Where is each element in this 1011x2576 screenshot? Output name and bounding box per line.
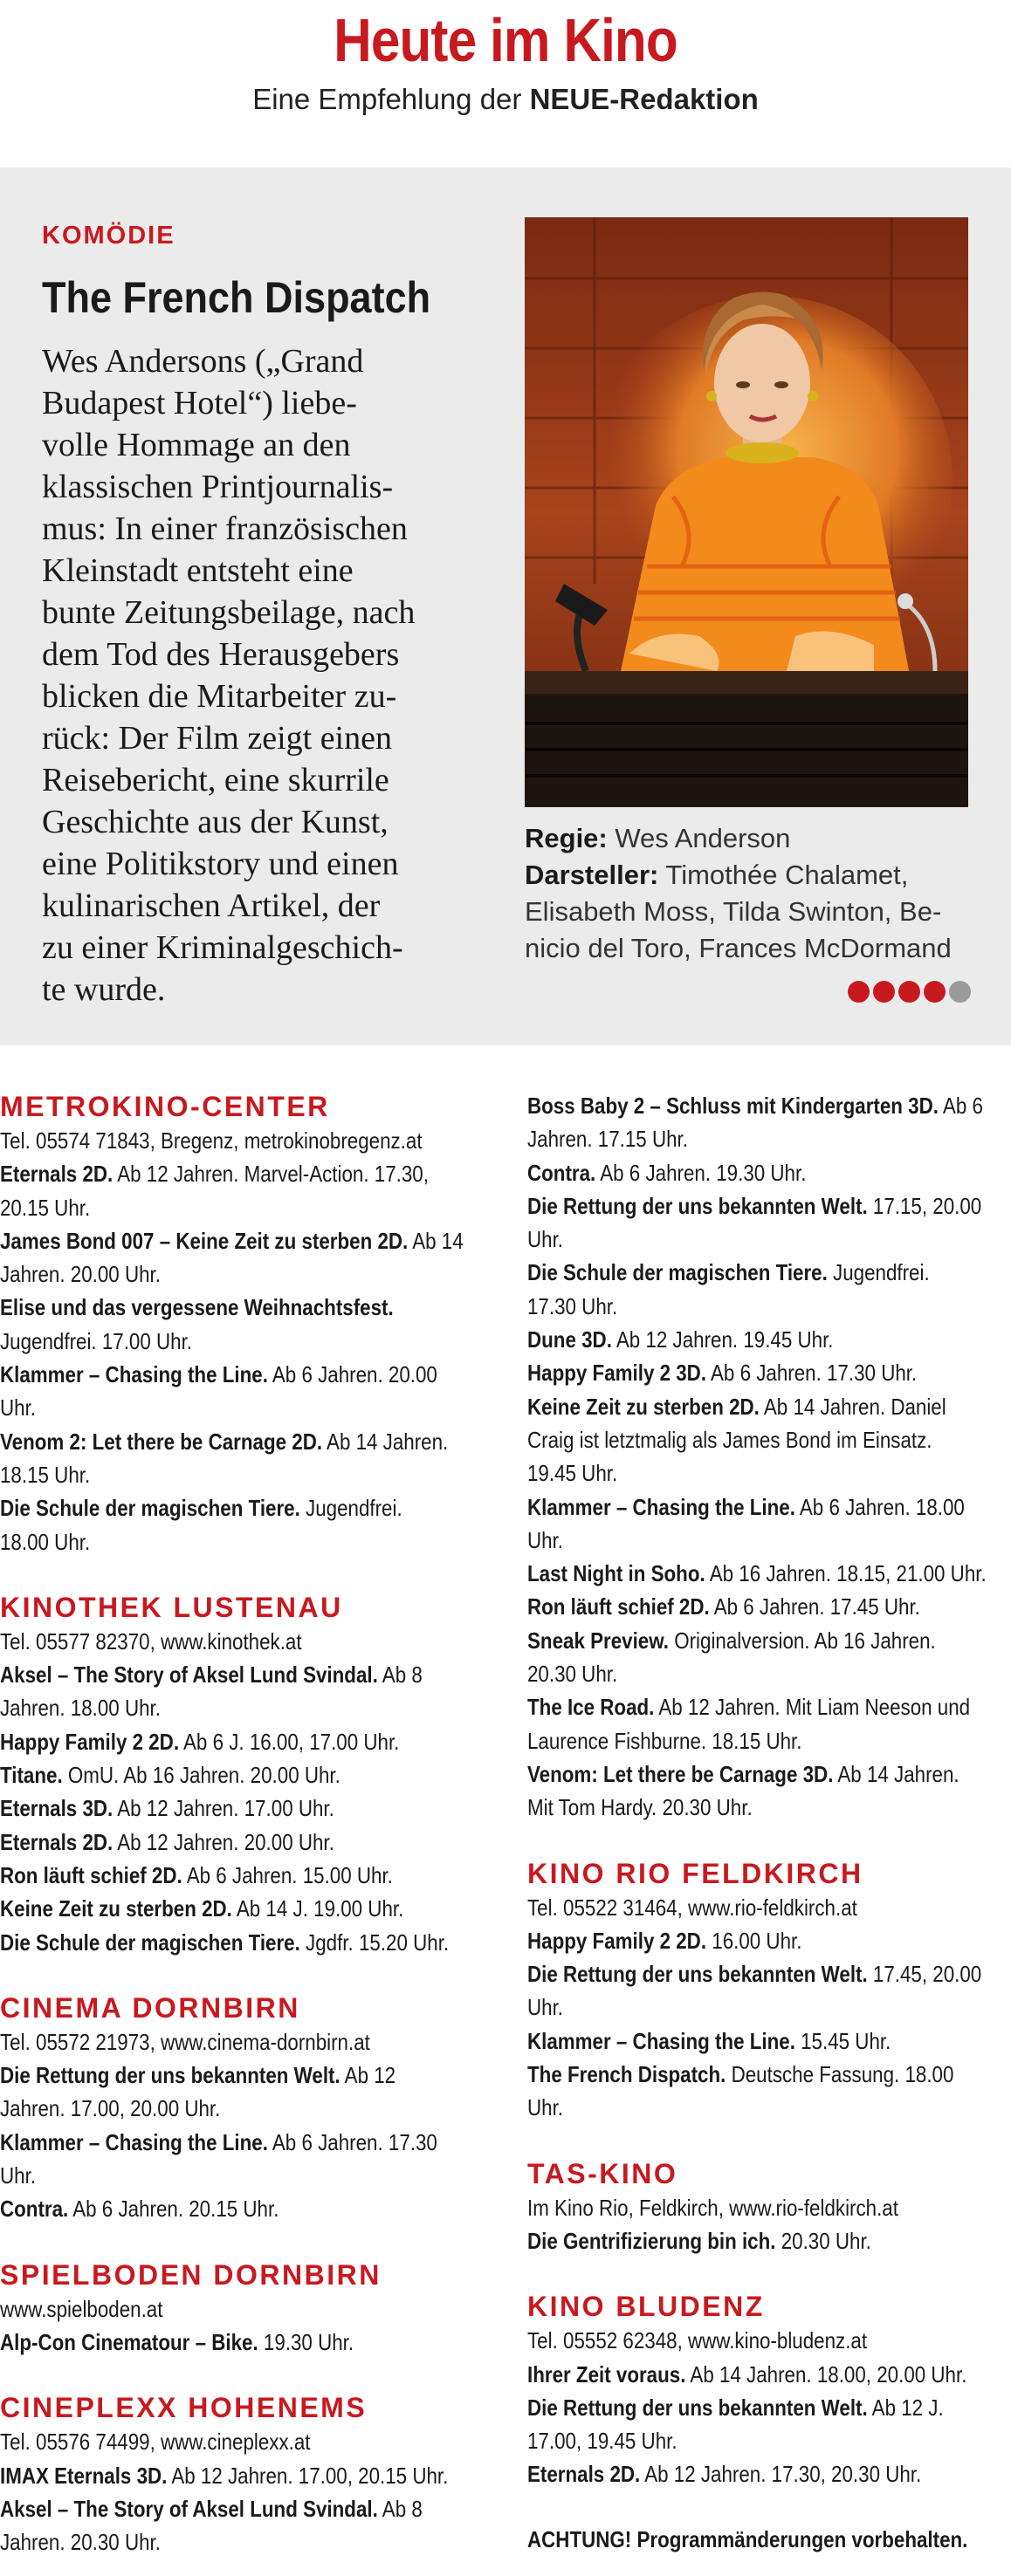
- listing-detail: Jahren. 18.00 Uhr.: [0, 1695, 161, 1722]
- review-line: bunte Zeitungsbeilage, nach: [42, 594, 416, 631]
- cast-line: [525, 857, 979, 894]
- film-title: Contra.: [527, 1159, 596, 1186]
- listing-line: [527, 1757, 1010, 1791]
- listing-line: [527, 1356, 1010, 1389]
- listing-line: [527, 2224, 1010, 2257]
- film-title: Eternals 3D.: [0, 1795, 113, 1822]
- review-line: Kleinstadt entsteht eine: [42, 552, 354, 589]
- listing-line: [527, 1724, 1010, 1757]
- review-line: kulinarischen Artikel, der: [42, 887, 381, 924]
- film-title: The French Dispatch.: [527, 2061, 726, 2088]
- listing-detail: Ab 14 Jahren.: [322, 1428, 449, 1455]
- film-title: James Bond 007 – Keine Zeit zu sterben 2D.: [0, 1227, 409, 1254]
- listing-detail: Jugendfrei.: [827, 1259, 930, 1286]
- film-title: Sneak Preview.: [527, 1627, 670, 1654]
- listing-detail: Ab 8: [377, 2495, 423, 2522]
- director-label: Regie:: [525, 823, 608, 853]
- review-line: dem Tod des Herausgebers: [42, 636, 400, 673]
- listing-detail: Uhr.: [527, 1994, 564, 2021]
- rating-dot-empty: [949, 981, 971, 1003]
- feature-panel: [0, 168, 1011, 1045]
- listing-line: [0, 1157, 493, 1190]
- review-line: klassischen Printjournalis-: [42, 469, 394, 505]
- listing-detail: Ab 12 Jahren. 17.00, 20.15 Uhr.: [167, 2462, 449, 2489]
- section-spacer: [527, 2257, 1011, 2289]
- listing-detail: Jgdfr. 15.20 Uhr.: [299, 1929, 450, 1956]
- director-line: [525, 820, 979, 857]
- review-line: te wurde.: [42, 971, 166, 1008]
- feature-genre: KOMÖDIE: [42, 222, 175, 250]
- listing-detail: Ab 12 Jahren. 17.30, 20.30 Uhr.: [640, 2461, 922, 2488]
- listing-line: [0, 2292, 493, 2326]
- listing-line: [527, 1223, 1010, 1256]
- listing-line: [0, 1325, 493, 1358]
- listing-detail: 17.15, 20.00: [867, 1192, 982, 1219]
- listing-detail: Ab 12 Jahren. Mit Liam Neeson und: [654, 1694, 971, 1721]
- listing-line: [0, 1491, 493, 1524]
- cinema-name: METROKINO-CENTER: [0, 1091, 330, 1122]
- listing-line: [0, 1257, 493, 1291]
- film-title: Venom: Let there be Carnage 3D.: [527, 1760, 834, 1787]
- listing-line: [0, 2059, 493, 2092]
- cast-line: nicio del Toro, Frances McDormand: [525, 933, 952, 963]
- listing-line: [0, 1792, 493, 1825]
- listing-line: [527, 1990, 1010, 2024]
- listing-line: [527, 2391, 1010, 2424]
- listing-line: [0, 1691, 493, 1724]
- listing-detail: Uhr.: [0, 1394, 37, 1422]
- listing-line: [0, 2025, 493, 2059]
- film-title: Keine Zeit zu sterben 2D.: [527, 1393, 760, 1420]
- review-line: Budapest Hotel“) liebe-: [42, 385, 357, 421]
- listing-line: [527, 2523, 1010, 2556]
- listing-detail: Ab 8: [377, 1661, 423, 1689]
- listing-line: [0, 2492, 493, 2525]
- listing-line: [527, 1490, 1010, 1524]
- listing-detail: Tel. 05577 82370, www.kinothek.at: [0, 1627, 302, 1655]
- listing-detail: Tel. 05576 74499, www.cineplexx.at: [0, 2429, 311, 2456]
- listing-detail: 20.30 Uhr.: [527, 1661, 618, 1688]
- film-title: Die Gentrifizierung bin ich.: [527, 2227, 776, 2254]
- listing-line: [527, 1390, 1010, 1423]
- listing-line: [527, 1423, 1010, 1456]
- listing-detail: Ab 6 Jahren. 20.15 Uhr.: [68, 2196, 279, 2223]
- listing-line: [527, 1156, 1010, 1189]
- section-spacer: [527, 2125, 1011, 2156]
- listing-detail: Im Kino Rio, Feldkirch, www.rio-feldkirch.at: [527, 2194, 898, 2221]
- listing-detail: Tel. 05552 62348, www.kino-bludenz.at: [527, 2327, 868, 2354]
- listing-detail: 18.00 Uhr.: [0, 1528, 91, 1555]
- listing-detail: OmU. Ab 16 Jahren. 20.00 Uhr.: [62, 1762, 340, 1789]
- film-title: Ron läuft schief 2D.: [527, 1593, 710, 1620]
- review-line: volle Hommage an den: [42, 427, 351, 463]
- rating-dot-filled: [924, 981, 946, 1003]
- listing-detail: Jahren. 20.30 Uhr.: [0, 2529, 161, 2556]
- feature-review-text: [42, 340, 496, 1011]
- listing-line: [527, 2191, 1010, 2224]
- listing-line: [527, 1323, 1010, 1356]
- listing-detail: Ab 6 Jahren. 17.30 Uhr.: [706, 1360, 918, 1387]
- film-title: Happy Family 2 2D.: [0, 1728, 180, 1755]
- cinema-name: KINO RIO FELDKIRCH: [527, 1857, 863, 1889]
- listing-line: [0, 1725, 493, 1758]
- listing-line: [527, 1791, 1010, 1824]
- film-title: Venom 2: Let there be Carnage 2D.: [0, 1428, 323, 1455]
- masthead: [0, 0, 1011, 168]
- listing-detail: 17.00, 19.45 Uhr.: [527, 2428, 677, 2455]
- listing-detail: Jahren. 17.00, 20.00 Uhr.: [0, 2095, 221, 2122]
- listing-detail: Uhr.: [0, 2162, 37, 2189]
- cinema-name: KINO BLUDENZ: [527, 2291, 765, 2323]
- listing-line: [0, 1826, 493, 1859]
- director-name: Wes Anderson: [607, 823, 791, 853]
- feature-title: The French Dispatch: [42, 273, 431, 322]
- listing-detail: Mit Tom Hardy. 20.30 Uhr.: [527, 1794, 753, 1821]
- listing-line: [527, 2424, 1010, 2457]
- listing-detail: Ab 6 Jahren. 19.30 Uhr.: [595, 1159, 807, 1186]
- listing-detail: 16.00 Uhr.: [706, 1927, 802, 1954]
- listing-detail: Ab 6 Jahren. 15.00 Uhr.: [182, 1861, 393, 1888]
- listings-column-left: [0, 1089, 494, 2559]
- film-title: Die Schule der magischen Tiere.: [527, 1259, 828, 1286]
- listing-line: [0, 2192, 493, 2225]
- listing-line: [0, 1458, 493, 1491]
- listing-line: [0, 1892, 493, 1925]
- section-spacer: [0, 2359, 494, 2390]
- film-title: Happy Family 2 2D.: [527, 1927, 707, 1954]
- listing-detail: Ab 14: [408, 1227, 464, 1254]
- listing-detail: Ab 14 J. 19.00 Uhr.: [231, 1895, 404, 1922]
- film-title: Die Rettung der uns bekannten Welt.: [527, 2394, 868, 2421]
- cast-names: Timothée Chalamet,: [658, 860, 909, 890]
- cinema-name: SPIELBODEN DORNBIRN: [0, 2258, 382, 2291]
- listing-detail: Uhr.: [527, 1526, 564, 1553]
- listing-detail: Craig ist letztmalig als James Bond im Einsatz.: [527, 1426, 932, 1453]
- listing-line: [0, 2159, 493, 2192]
- film-title: IMAX Eternals 3D.: [0, 2462, 168, 2489]
- listing-line: [0, 1625, 493, 1658]
- listing-line: [0, 2525, 493, 2559]
- film-title: Eternals 2D.: [0, 1828, 113, 1855]
- listing-line: [527, 1690, 1010, 1723]
- listing-detail: Uhr.: [527, 1226, 564, 1253]
- section-spacer: [0, 1559, 494, 1590]
- listing-line: [0, 2092, 493, 2125]
- film-title: Contra.: [0, 2196, 69, 2223]
- listings-column-right: [527, 1089, 1011, 2556]
- listing-detail: 17.45, 20.00: [867, 1961, 982, 1988]
- film-title: Ihrer Zeit voraus.: [527, 2360, 686, 2388]
- listing-detail: Ab 12 Jahren. Marvel-Action. 17.30,: [113, 1161, 429, 1188]
- listing-line: [527, 1290, 1010, 1323]
- listing-detail: 15.45 Uhr.: [794, 2027, 891, 2054]
- listing-detail: Jugendfrei. 17.00 Uhr.: [0, 1327, 193, 1354]
- cinema-name: CINEPLEXX HOHENEMS: [0, 2392, 368, 2424]
- review-line: Geschichte aus der Kunst,: [42, 804, 389, 840]
- cinema-name: TAS-KINO: [527, 2157, 678, 2189]
- listing-line: [0, 1525, 493, 1559]
- review-line: blicken die Mitarbeiter zu-: [42, 678, 397, 715]
- listing-detail: 17.30 Uhr.: [527, 1292, 618, 1319]
- listing-detail: Uhr.: [527, 2094, 564, 2121]
- film-title: Eternals 2D.: [527, 2461, 641, 2488]
- film-title: Keine Zeit zu sterben 2D.: [0, 1895, 232, 1922]
- listing-line: [0, 1758, 493, 1792]
- review-line: mus: In einer französischen: [42, 510, 408, 547]
- listing-detail: Ab 12 Jahren. 17.00 Uhr.: [113, 1795, 334, 1822]
- listing-line: [0, 1191, 493, 1224]
- rating-dot-filled: [873, 981, 895, 1003]
- listing-detail: 19.30 Uhr.: [258, 2328, 354, 2355]
- listing-detail: Tel. 05522 31464, www.rio-feldkirch.at: [527, 1894, 857, 1921]
- listing-detail: 20.30 Uhr.: [775, 2227, 871, 2254]
- listing-line: [0, 1291, 493, 1324]
- film-title: ACHTUNG! Programmänderungen vorbehalten.: [527, 2525, 968, 2552]
- listing-detail: Ab 6 Jahren. 17.30: [267, 2128, 437, 2155]
- listing-detail: 20.15 Uhr.: [0, 1194, 91, 1221]
- listing-line: [527, 2058, 1010, 2091]
- listing-line: [0, 1926, 493, 1959]
- rating-dots: [848, 981, 971, 1003]
- listing-line: [527, 1256, 1010, 1289]
- section-spacer: [0, 1959, 494, 1990]
- page-subtitle: [0, 82, 1011, 117]
- listing-line: [0, 1425, 493, 1458]
- listing-line: [527, 1624, 1010, 1657]
- cinema-name: KINOTHEK LUSTENAU: [0, 1591, 343, 1623]
- listing-line: [527, 1590, 1010, 1623]
- listing-line: [527, 1089, 1010, 1122]
- listing-line: [0, 1224, 493, 1257]
- film-title: Die Rettung der uns bekannten Welt.: [0, 2062, 340, 2089]
- film-title: Die Schule der magischen Tiere.: [0, 1929, 300, 1956]
- listing-detail: Tel. 05574 71843, Bregenz, metrokinobregenz.at: [0, 1127, 423, 1154]
- film-title: Alp-Con Cinematour – Bike.: [0, 2328, 258, 2355]
- listing-line: [0, 2326, 493, 2359]
- listing-detail: Ab 14 Jahren.: [833, 1760, 959, 1787]
- listing-detail: Ab 14 Jahren. Daniel: [759, 1393, 946, 1420]
- film-title: Aksel – The Story of Aksel Lund Svindal.: [0, 1661, 378, 1689]
- listing-line: [527, 1189, 1010, 1223]
- film-title: The Ice Road.: [527, 1694, 655, 1721]
- rating-dot-filled: [898, 981, 920, 1003]
- listing-line: [527, 1524, 1010, 1557]
- listing-line: [527, 1122, 1010, 1155]
- film-title: Die Rettung der uns bekannten Welt.: [527, 1961, 868, 1988]
- listing-detail: Ab 12 J.: [867, 2394, 944, 2421]
- review-line: zu einer Kriminalgeschich-: [42, 929, 403, 966]
- section-spacer: [527, 1825, 1011, 1856]
- film-title: Boss Baby 2 – Schluss mit Kindergarten 3D.: [527, 1093, 939, 1119]
- listing-detail: Ab 14 Jahren. 18.00, 20.00 Uhr.: [685, 2360, 967, 2388]
- film-title: Klammer – Chasing the Line.: [0, 1361, 268, 1388]
- feature-credits: [525, 820, 979, 967]
- review-line: Wes Andersons („Grand: [42, 343, 364, 380]
- listing-detail: Ab 16 Jahren. 18.15, 21.00 Uhr.: [705, 1560, 987, 1587]
- listing-detail: Ab 6: [938, 1093, 983, 1119]
- listing-detail: Ab 12 Jahren. 19.45 Uhr.: [611, 1326, 834, 1353]
- film-title: Aksel – The Story of Aksel Lund Svindal.: [0, 2495, 378, 2522]
- film-title: Dune 3D.: [527, 1326, 612, 1353]
- listing-line: [527, 1924, 1010, 1957]
- cast-label: Darsteller:: [525, 860, 659, 890]
- listing-line: [527, 2324, 1010, 2357]
- listing-line: [527, 2091, 1010, 2124]
- listing-line: [0, 2425, 493, 2458]
- listing-detail: Ab 12: [340, 2062, 396, 2089]
- listing-detail: Jahren. 17.15 Uhr.: [527, 1126, 688, 1153]
- film-title: Elise und das vergessene Weihnachtsfest.: [0, 1294, 394, 1321]
- listing-line: [527, 2024, 1010, 2058]
- review-line: Reisebericht, eine skurrile: [42, 762, 389, 798]
- listing-detail: Tel. 05572 21973, www.cinema-dornbirn.at: [0, 2028, 370, 2055]
- listing-detail: Ab 12 Jahren. 20.00 Uhr.: [113, 1828, 334, 1855]
- review-line: eine Politikstory und einen: [42, 846, 399, 882]
- film-still-photo: [525, 217, 968, 807]
- film-title: Klammer – Chasing the Line.: [527, 2027, 795, 2054]
- listing-detail: Ab 6 Jahren. 18.00: [794, 1493, 965, 1520]
- section-spacer: [0, 2226, 494, 2257]
- section-spacer: [527, 2491, 1011, 2523]
- listing-detail: Deutsche Fassung. 18.00: [726, 2061, 954, 2088]
- listing-line: [0, 1124, 493, 1157]
- listing-line: [527, 1957, 1010, 1990]
- listing-detail: Ab 6 J. 16.00, 17.00 Uhr.: [179, 1728, 400, 1755]
- listing-line: [527, 1657, 1010, 1690]
- page-title: Heute im Kino: [334, 6, 677, 74]
- film-title: Happy Family 2 3D.: [527, 1360, 707, 1387]
- listing-line: [0, 2459, 493, 2492]
- listing-line: [527, 1557, 1010, 1590]
- listing-line: [0, 1859, 493, 1892]
- listing-detail: Ab 6 Jahren. 20.00: [267, 1361, 437, 1388]
- film-title: Die Schule der magischen Tiere.: [0, 1495, 300, 1522]
- film-title: Last Night in Soho.: [527, 1560, 705, 1587]
- listing-detail: Originalversion. Ab 16 Jahren.: [669, 1627, 936, 1654]
- film-title: Eternals 2D.: [0, 1161, 113, 1188]
- cast-line: Elisabeth Moss, Tilda Swinton, Be-: [525, 896, 942, 927]
- film-title: Klammer – Chasing the Line.: [0, 2128, 268, 2155]
- subtitle-prefix: Eine Empfehlung der: [252, 83, 530, 115]
- listing-detail: 19.45 Uhr.: [527, 1460, 618, 1487]
- listing-detail: www.spielboden.at: [0, 2295, 163, 2322]
- listing-detail: Jahren. 20.00 Uhr.: [0, 1261, 161, 1288]
- listing-detail: Laurence Fishburne. 18.15 Uhr.: [527, 1727, 802, 1754]
- subtitle-brand: NEUE-Redaktion: [529, 83, 759, 115]
- rating-dot-filled: [848, 981, 870, 1003]
- film-title: Die Rettung der uns bekannten Welt.: [527, 1192, 868, 1219]
- film-title: Ron läuft schief 2D.: [0, 1861, 182, 1888]
- review-line: rück: Der Film zeigt einen: [42, 720, 392, 757]
- listing-line: [527, 1456, 1010, 1490]
- listing-line: [0, 2126, 493, 2159]
- listing-line: [0, 1658, 493, 1691]
- listing-line: [527, 2358, 1010, 2391]
- listing-detail: Jugendfrei.: [299, 1495, 402, 1522]
- film-title: Klammer – Chasing the Line.: [527, 1493, 795, 1520]
- listing-line: [527, 2457, 1010, 2490]
- listing-line: [0, 1391, 493, 1424]
- listing-line: [0, 1358, 493, 1391]
- film-title: Titane.: [0, 1762, 63, 1789]
- listing-detail: Ab 6 Jahren. 17.45 Uhr.: [709, 1593, 920, 1620]
- listing-line: [527, 1891, 1010, 1924]
- cinema-name: CINEMA DORNBIRN: [0, 1991, 300, 2024]
- listing-detail: 18.15 Uhr.: [0, 1461, 91, 1488]
- film-still-illustration: [525, 217, 968, 807]
